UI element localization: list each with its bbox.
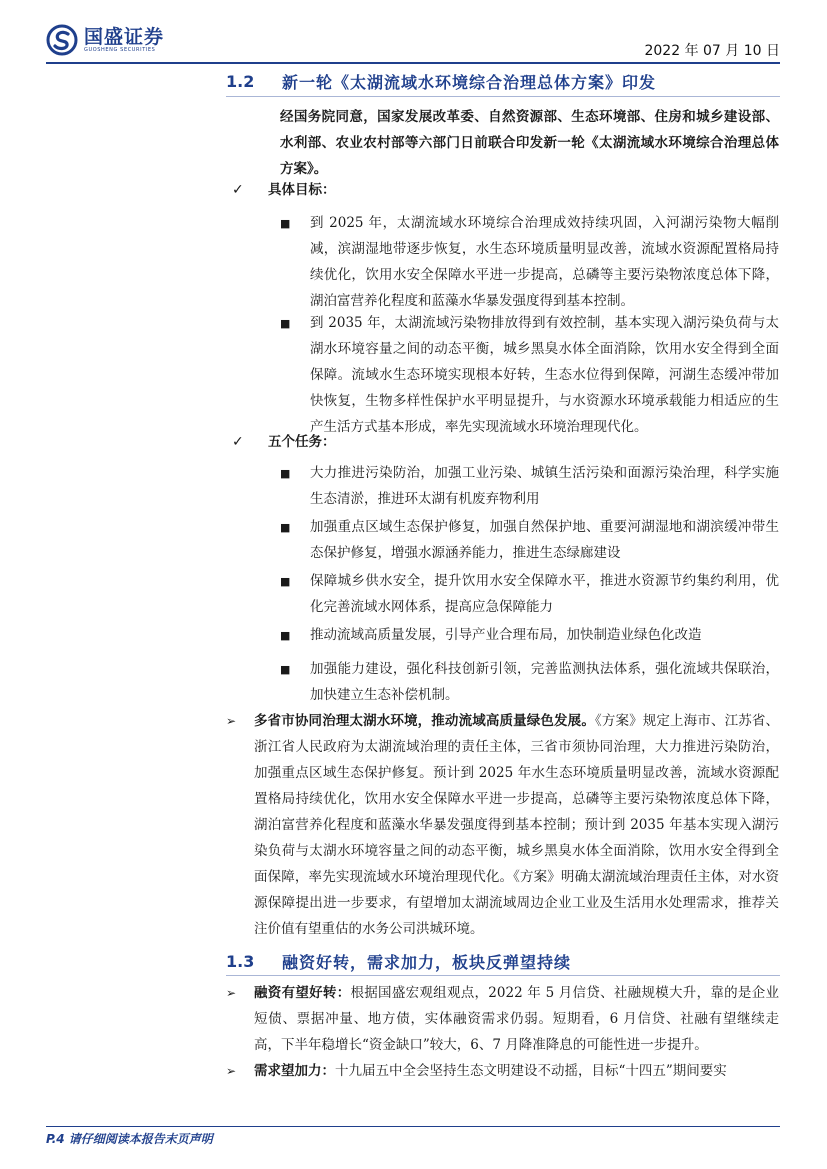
goals-label: 具体目标：	[268, 182, 336, 198]
item-text: 十九届五中全会坚持生态文明建设不动摇，目标“十四五”期间要实	[335, 1063, 727, 1079]
square-bullet-icon: ■	[280, 217, 291, 230]
summary-bold: 多省市协同治理太湖水环境，推动流域高质量绿色发展。	[254, 713, 595, 729]
list-item	[280, 656, 779, 708]
task-text: 保障城乡供水安全，提升饮用水安全保障水平，推进水资源节约集约利用，优化完善流域水网体系，提高应急保障能力	[310, 573, 779, 615]
square-bullet-icon: ■	[280, 575, 291, 588]
list-item	[280, 514, 779, 566]
page-footer: P.4 请仔细阅读本报告末页声明	[46, 1132, 213, 1146]
goal-text: 到 2025 年，太湖流域水环境综合治理成效持续巩固，入河湖污染物大幅削减，滨湖湿地带逐步恢复，水生态环境质量明显改善，流域水资源配置格局持续优化，饮用水安全保障水平进一步提高，总磷等主要污染物浓度总体下降，湖泊富营养化程度和蓝藻水华暴发强度得到基本控制。	[310, 215, 779, 309]
intro-paragraph: 经国务院同意，国家发展改革委、自然资源部、生态环境部、住房和城乡建设部、水利部、农业农村部等六部门日前联合印发新一轮《太湖流域水环境综合治理总体方案》。	[280, 109, 779, 177]
square-bullet-icon: ■	[280, 317, 291, 330]
list-item	[226, 980, 779, 1058]
logo-english-name: GUOSHENG SECURITIES	[84, 46, 156, 53]
section-heading: 融资好转，需求加力，板块反弹望持续	[282, 953, 572, 972]
section-divider	[226, 975, 780, 976]
summary-paragraph	[226, 708, 779, 942]
arrow-bullet-icon: ➢	[226, 714, 237, 728]
company-logo	[46, 24, 164, 56]
section-title-1-2	[226, 70, 656, 93]
square-bullet-icon: ■	[280, 467, 291, 480]
square-bullet-icon: ■	[280, 629, 291, 642]
task-text: 加强能力建设，强化科技创新引领，完善监测执法体系，强化流域共保联治，加快建立生态补偿机制。	[310, 661, 779, 703]
section-title-1-3	[226, 950, 571, 973]
footer-divider	[46, 1126, 780, 1127]
square-bullet-icon: ■	[280, 521, 291, 534]
page-header	[0, 0, 827, 64]
list-item	[280, 622, 779, 649]
section-heading: 新一轮《太湖流域水环境综合治理总体方案》印发	[282, 73, 657, 92]
list-item	[280, 210, 779, 314]
header-divider	[46, 62, 780, 64]
logo-chinese-name: 国盛证券	[84, 25, 165, 48]
tasks-heading	[232, 430, 336, 454]
section-divider	[226, 96, 780, 97]
section-number: 1.2	[226, 72, 255, 91]
task-text: 大力推进污染防治，加强工业污染、城镇生活污染和面源污染治理，科学实施生态清淤，推进环太湖有机废弃物利用	[310, 465, 779, 507]
task-text: 推动流域高质量发展，引导产业合理布局，加快制造业绿色化改造	[310, 627, 702, 643]
list-item	[280, 460, 779, 512]
tasks-label: 五个任务：	[268, 434, 336, 450]
goals-heading	[232, 178, 336, 202]
item-text: 根据国盛宏观组观点，2022 年 5 月信贷、社融规模大升，靠的是企业短债、票据冲量、地方债，实体融资需求仍弱。短期看，6 月信贷、社融有望继续走高，下半年稳增长“资金缺口”较大，6、7 月降准降息的可能性进一步提升。	[254, 985, 779, 1053]
checkmark-icon: ✓	[232, 434, 244, 450]
item-bold: 需求望加力：	[254, 1063, 335, 1079]
summary-text: 《方案》规定上海市、江苏省、浙江省人民政府为太湖流域治理的责任主体，三省市须协同治理，大力推进污染防治，加强重点区域生态保护修复。预计到 2025 年水生态环境质量明显改善，流域水资源配置格局持续优化，饮用水安全保障水平进一步提高，总磷等主要污染物浓度总体下降，湖泊富营养化程度和蓝藻水华暴发强度得到基本控制；预计到 2035 年基本实现入湖污染负荷与太湖水环境容量之间的动态平衡，城乡黑臭水体全面消除，饮用水安全得到全面保障，率先实现流域水环境治理现代化。《方案》明确太湖流域治理责任主体，对水资源保障提出进一步要求，有望增加太湖流域周边企业工业及生活用水处理需求，推荐关注价值有望重估的水务公司洪城环境。	[254, 713, 779, 937]
list-item	[280, 568, 779, 620]
item-bold: 融资有望好转：	[254, 985, 351, 1001]
report-date: 2022 年 07 月 10 日	[644, 43, 780, 59]
section-number: 1.3	[226, 952, 255, 971]
list-item	[280, 310, 779, 440]
list-item	[226, 1058, 779, 1084]
checkmark-icon: ✓	[232, 182, 244, 198]
goal-text: 到 2035 年，太湖流域污染物排放得到有效控制，基本实现入湖污染负荷与太湖水环境容量之间的动态平衡，城乡黑臭水体全面消除，饮用水安全得到全面保障。流域水生态环境实现根本好转，生态水位得到保障，河湖生态缓冲带加快恢复，生物多样性保护水平明显提升，与水资源水环境承载能力相适应的生产生活方式基本形成，率先实现流域水环境治理现代化。	[310, 315, 779, 435]
arrow-bullet-icon: ➢	[226, 1064, 237, 1078]
square-bullet-icon: ■	[280, 663, 291, 676]
arrow-bullet-icon: ➢	[226, 986, 237, 1000]
guosheng-logo-icon	[46, 24, 78, 56]
task-text: 加强重点区域生态保护修复，加强自然保护地、重要河湖湿地和湖滨缓冲带生态保护修复，增强水源涵养能力，推进生态绿廊建设	[310, 519, 779, 561]
